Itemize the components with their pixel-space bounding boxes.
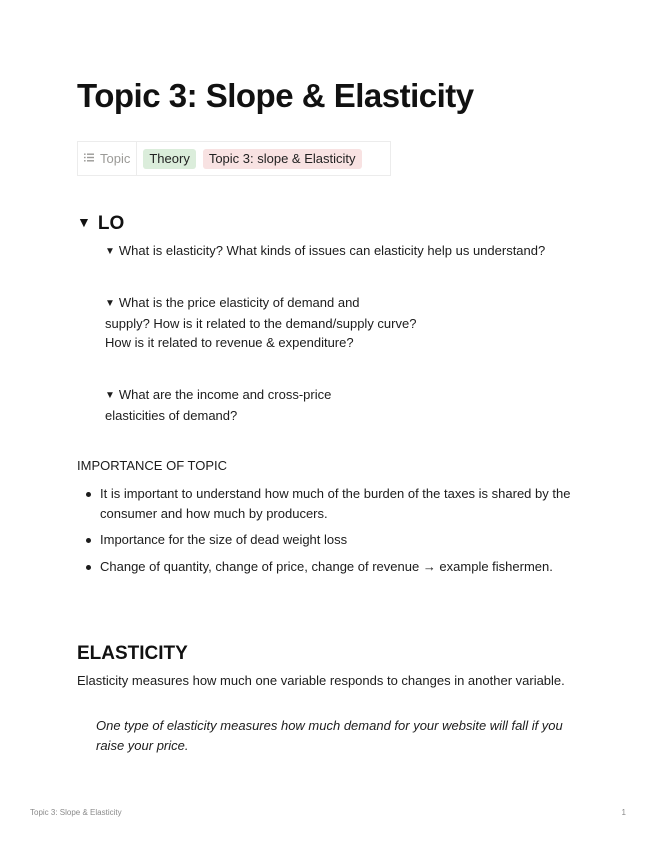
page-title: Topic 3: Slope & Elasticity	[77, 77, 474, 114]
toggle-triangle-icon[interactable]: ▼	[77, 214, 91, 230]
lo-item-text: supply? How is it related to the demand/supply curve?	[105, 315, 417, 331]
elasticity-heading: ELASTICITY	[77, 643, 188, 664]
lo-toggle-item[interactable]	[105, 293, 416, 353]
property-values	[137, 149, 361, 169]
list-item: It is important to understand how much of the burden of the taxes is shared by the consumer and how much by producers.	[77, 484, 587, 523]
importance-heading: IMPORTANCE OF TOPIC	[77, 458, 228, 473]
footer-page-number: 1	[621, 808, 626, 817]
footer-document-name: Topic 3: Slope & Elasticity	[30, 808, 122, 817]
property-key[interactable]	[78, 142, 137, 175]
toggle-triangle-icon[interactable]: ▼	[105, 298, 115, 309]
elasticity-definition: Elasticity measures how much one variable responds to changes in another variable.	[77, 673, 565, 688]
lo-item-text: What is the price elasticity of demand and	[118, 295, 360, 310]
lo-item-text: How is it related to revenue & expenditure?	[105, 335, 354, 350]
list-icon	[84, 153, 95, 165]
lo-toggle-item[interactable]	[105, 385, 331, 425]
lo-heading-label: LO	[97, 213, 125, 234]
lo-item-text: elasticities of demand?	[105, 407, 238, 423]
property-row	[77, 141, 391, 176]
lo-item-text: What is elasticity? What kinds of issues can elasticity help us understand?	[118, 243, 546, 258]
toggle-triangle-icon[interactable]: ▼	[105, 390, 115, 401]
tag-topic[interactable]: Topic 3: slope & Elasticity	[203, 149, 362, 169]
lo-toggle-heading[interactable]	[77, 209, 124, 237]
toggle-triangle-icon[interactable]: ▼	[105, 246, 115, 257]
lo-item-text: What are the income and cross-price	[118, 387, 332, 402]
lo-toggle-item[interactable]	[105, 241, 545, 262]
elasticity-example: One type of elasticity measures how much demand for your website will fall if you raise your price.	[96, 718, 563, 753]
importance-list	[77, 484, 587, 583]
list-item: Importance for the size of dead weight loss	[77, 530, 587, 550]
tag-theory[interactable]: Theory	[143, 149, 195, 169]
property-key-label: Topic	[100, 151, 131, 166]
list-item: Change of quantity, change of price, change of revenue → example fishermen.	[77, 557, 587, 577]
